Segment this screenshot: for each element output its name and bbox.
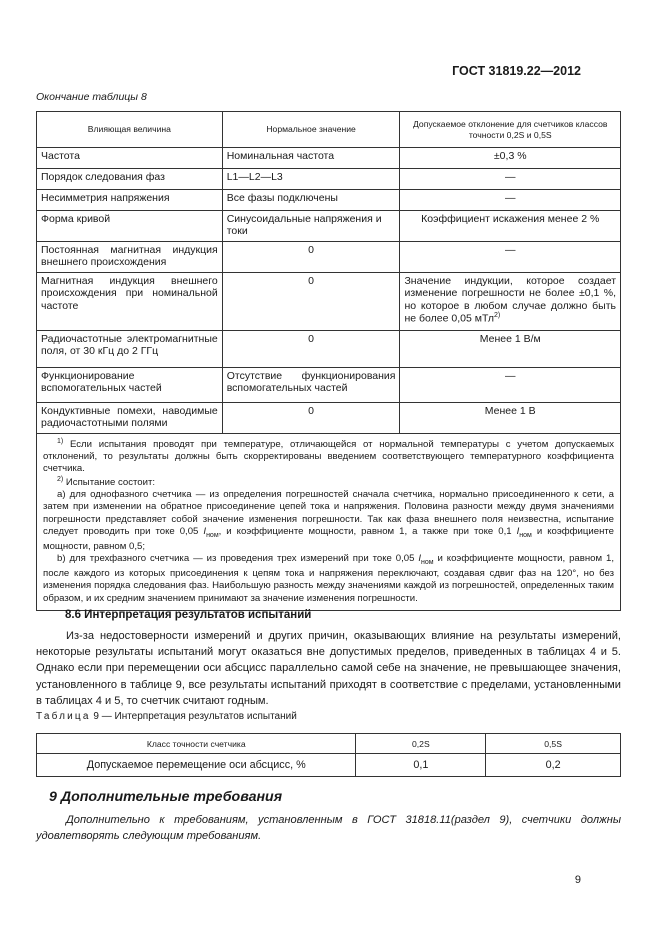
footnote-1 xyxy=(43,438,614,476)
cell-quantity: Кондуктивные помехи, наводимые радиочастотными полями xyxy=(37,402,223,433)
column-header: Класс точности счетчика xyxy=(37,734,356,754)
paragraph-text: Дополнительно к требованиям, установленным в ГОСТ 31818.11(раздел 9), счетчики должны удовлетворять следующим требованиям. xyxy=(36,814,621,843)
table-row xyxy=(37,402,621,433)
cell-quantity: Форма кривой xyxy=(37,211,223,242)
cell-deviation: Менее 1 В xyxy=(400,402,621,433)
cell-quantity: Функционирование вспомогательных частей xyxy=(37,367,223,402)
cell-deviation: — xyxy=(400,241,621,272)
column-header: Нормальное значение xyxy=(222,112,400,148)
current-subscript: ном xyxy=(519,531,532,539)
table-header-row xyxy=(37,112,621,148)
cell-deviation: — xyxy=(400,169,621,190)
table-row xyxy=(37,330,621,367)
footnote-text: и коэффициенте мощности, равном 0,5; xyxy=(43,525,614,552)
table-cell: 0,1 xyxy=(356,754,486,777)
cell-quantity: Порядок следования фаз xyxy=(37,169,223,190)
footnote-text: b) для трехфазного счетчика — из проведения трех измерений при токе 0,05 xyxy=(57,553,419,565)
current-symbol: I xyxy=(516,525,520,537)
cell-quantity: Постоянная магнитная индукция внешнего происхождения xyxy=(37,241,223,272)
column-header: 0,2S xyxy=(356,734,486,754)
footnote-text: Испытание состоит: xyxy=(65,476,156,488)
cell-normal: 0 xyxy=(222,330,400,367)
footnote-ref: 2) xyxy=(494,311,501,319)
current-symbol: I xyxy=(418,553,422,565)
footnote-2b xyxy=(43,553,614,605)
cell-deviation xyxy=(400,272,621,330)
section-heading-9: 9 Дополнительные требования xyxy=(49,789,283,805)
table9-caption-text: 9 — Интерпретация результатов испытаний xyxy=(93,711,297,722)
cell-quantity: Несимметрия напряжения xyxy=(37,190,223,211)
cell-deviation: — xyxy=(400,190,621,211)
cell-normal: Все фазы подключены xyxy=(222,190,400,211)
footnote-text: а) для однофазного счетчика — из определения погрешностей сначала счетчика, нормально присоединенного к сети, а затем при изменении на обратное присоединение цепей тока и напряжения. Половина разности между двумя значениями погрешности представляет собой значение изменения погрешности. Так как фаза внешнего поля неизвестна, испытание следует проводить при токе 0,05 xyxy=(43,489,614,537)
footnote-mark: 2) xyxy=(57,475,64,483)
section-heading-8-6: 8.6 Интерпретация результатов испытаний xyxy=(65,609,312,621)
table-row xyxy=(37,190,621,211)
cell-normal: 0 xyxy=(222,402,400,433)
current-subscript: ном xyxy=(421,559,434,567)
footnote-2a xyxy=(43,489,614,553)
cell-normal: 0 xyxy=(222,241,400,272)
table-cell: 0,2 xyxy=(486,754,621,777)
table-8 xyxy=(36,111,621,611)
cell-quantity: Магнитная индукция внешнего происхождения при номинальной частоте xyxy=(37,272,223,330)
cell-deviation-text: Значение индукции, которое создает изменение погрешности не более ±0,1 %, но которое в любом случае должно быть не более 0,05 мТл xyxy=(404,274,616,325)
table-header-row xyxy=(37,734,621,754)
page-number: 9 xyxy=(574,874,581,886)
table-row xyxy=(37,272,621,330)
document-code: ГОСТ 31819.22—2012 xyxy=(452,64,581,78)
table-row xyxy=(37,241,621,272)
footnote-row xyxy=(37,433,621,610)
table-9 xyxy=(36,733,621,777)
footnote-mark: 1) xyxy=(57,437,64,445)
cell-normal: Отсутствие функционирования вспомогательных частей xyxy=(222,367,400,402)
cell-deviation: Коэффициент искажения менее 2 % xyxy=(400,211,621,242)
table-row xyxy=(37,211,621,242)
cell-normal: L1—L2—L3 xyxy=(222,169,400,190)
cell-deviation: ±0,3 % xyxy=(400,148,621,169)
table9-caption-lead: Таблица xyxy=(36,711,91,722)
table-cell: Допускаемое перемещение оси абсцисс, % xyxy=(37,754,356,777)
paragraph-text: Из-за недостоверности измерений и других причин, оказывающих влияние на результаты измерений, некоторые результаты испытаний могут оказаться вне допустимых пределов, приведенных в таблицах 4 и 5. Однако если при перемещении оси абсцисс параллельно самой себе на значение, не превышающее значения, установленного в таблице 9, все результаты испытаний приходят в соответствие с пределами, установленными в таблицах 4 и 5, то счетчик считают годным. xyxy=(36,630,621,707)
column-header: Влияющая величина xyxy=(37,112,223,148)
table9-caption xyxy=(36,711,297,722)
cell-quantity: Частота xyxy=(37,148,223,169)
cell-normal: 0 xyxy=(222,272,400,330)
table-footnotes xyxy=(37,433,621,610)
cell-normal: Синусоидальные напряжения и токи xyxy=(222,211,400,242)
table-row xyxy=(37,148,621,169)
column-header: 0,5S xyxy=(486,734,621,754)
table-row xyxy=(37,367,621,402)
section-9-paragraph xyxy=(36,812,621,844)
table8-caption: Окончание таблицы 8 xyxy=(36,91,147,103)
footnote-text: Если испытания проводят при температуре, отличающейся от нормальной температуры с учетом допускаемых отклонений, то результаты должны быть скорректированы введением соответствующего температурного коэффициента счетчика. xyxy=(43,438,615,475)
table-row xyxy=(37,169,621,190)
current-subscript: ном xyxy=(206,531,219,539)
footnote-text: и коэффициенте мощности, равном 1, после каждого из которых присоединения к цепям тока и напряжения переключают, создавая сдвиг фаз на 120°, но без изменения порядка следования фаз. Наибольшую разность между значениями каждой из погрешностей, определенных таким образом, и их средним значением принимают за значение изменения погрешности. xyxy=(43,553,614,604)
cell-normal: Номинальная частота xyxy=(222,148,400,169)
table-row xyxy=(37,754,621,777)
cell-deviation: Менее 1 В/м xyxy=(400,330,621,367)
column-header: Допускаемое отклонение для счетчиков классов точности 0,2S и 0,5S xyxy=(400,112,621,148)
cell-deviation: — xyxy=(400,367,621,402)
footnote-text: , и коэффициенте мощности, равном 1, а также при токе 0,1 xyxy=(218,525,517,537)
footnote-2 xyxy=(43,476,614,489)
section-8-6-paragraph xyxy=(36,628,621,709)
cell-quantity: Радиочастотные электромагнитные поля, от 30 кГц до 2 ГГц xyxy=(37,330,223,367)
current-symbol: I xyxy=(203,525,207,537)
